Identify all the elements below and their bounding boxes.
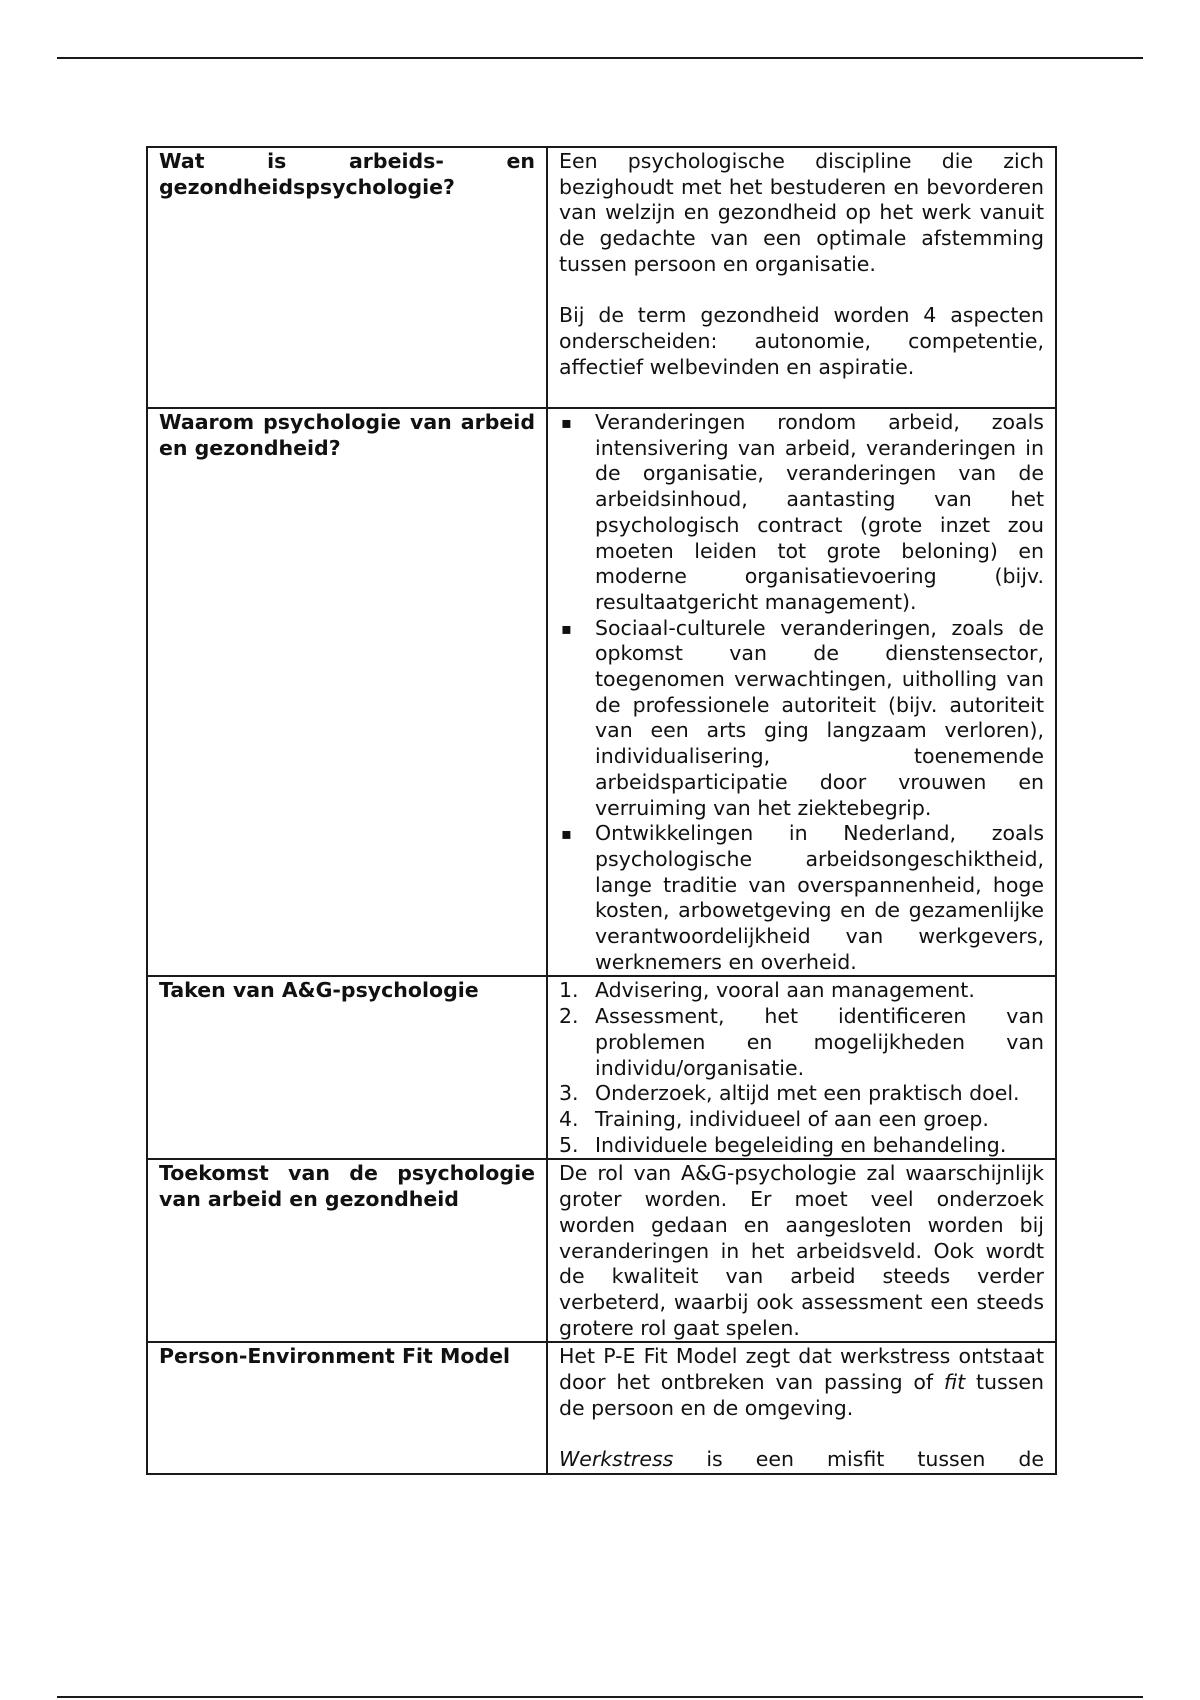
list-item-text: Individuele begeleiding en behandeling. [595,1132,1007,1157]
study-notes-table [146,146,1057,1475]
question-text: Toekomst van de psychologie van arbeid en gezondheid [159,1161,535,1212]
question-text: Person-Environment Fit Model [159,1344,511,1369]
answer-paragraph [559,1344,1044,1421]
list-item [559,821,1044,975]
answer-cell [547,147,1056,408]
emphasis-text: Werkstress [559,1447,674,1472]
table-row [147,976,1056,1159]
list-item [559,410,1044,616]
list-number: 5. [559,1132,579,1157]
list-item [559,1107,1044,1133]
answer-cell [547,1342,1056,1474]
answer-cell [547,1159,1056,1342]
question-cell [147,408,547,976]
list-item-text: Training, individueel of aan een groep. [595,1106,989,1131]
answer-paragraph: Een psychologische discipline die zich bezighoudt met het bestuderen en bevorderen van welzijn en gezondheid op het werk vanuit de gedachte van een optimale afstemming tussen persoon en organisatie. [559,149,1044,276]
table-row [147,1159,1056,1342]
list-item [559,978,1044,1004]
header-rule [57,57,1143,59]
question-cell [147,1342,547,1474]
list-number: 4. [559,1106,579,1131]
question-text: Taken van A&G-psychologie [159,978,479,1003]
bullet-square-icon: ▪ [561,413,572,432]
list-number: 2. [559,1004,579,1029]
emphasis-text: fit [943,1370,966,1395]
question-cell [147,976,547,1159]
answer-paragraph: Bij de term gezondheid worden 4 aspecten onderscheiden: autonomie, competentie, affectief welbevinden en aspiratie. [559,303,1044,379]
bullet-square-icon: ▪ [561,618,572,638]
answer-cell [547,408,1056,976]
table-row [147,147,1056,408]
question-text: Waarom psychologie van arbeid en gezondheid? [159,410,535,460]
answer-cell [547,976,1056,1159]
list-number: 3. [559,1081,579,1106]
table-row [147,1342,1056,1474]
question-cell [147,147,547,408]
list-item [559,1081,1044,1107]
list-item-text: Sociaal-culturele veranderingen, zoals de opkomst van de dienstensector, toegenomen verwachtingen, uitholling van de professionele autoriteit (bijv. autoriteit van een arts ging langzaam verloren), individualisering, toenemende arbeidsparticipatie door vrouwen en verruiming van het ziektebegrip. [595,615,1044,820]
list-item-text: Advisering, vooral aan management. [595,978,975,1003]
list-item-text: Veranderingen rondom arbeid, zoals intensivering van arbeid, veranderingen in de organisatie, veranderingen van de arbeidsinhoud, aantasting van het psychologisch contract (grote inzet zou moeten leiden tot grote beloning) en moderne organisatievoering (bijv. resultaatgericht management). [595,410,1044,614]
list-item [559,1133,1044,1159]
bullet-list [559,410,1044,975]
list-item-text: Assessment, het identificeren van problemen en mogelijkheden van individu/organisatie. [595,1004,1044,1080]
list-item [559,1004,1044,1081]
answer-text: Het P-E Fit Model zegt dat werkstress ontstaat door het ontbreken van passing of [559,1344,1044,1395]
answer-text: tussen de persoon en de omgeving. [559,1370,1044,1420]
table-row [147,408,1056,976]
list-number: 1. [559,978,579,1003]
list-item-text: Onderzoek, altijd met een praktisch doel. [595,1081,1020,1106]
footer-rule [57,1696,1143,1698]
bullet-square-icon: ▪ [561,824,572,844]
answer-paragraph: De rol van A&G-psychologie zal waarschijnlijk groter worden. Er moet veel onderzoek worden gedaan en aangesloten worden bij veranderingen in het arbeidsveld. Ook wordt de kwaliteit van arbeid steeds verder verbeterd, waarbij ook assessment een steeds grotere rol gaat spelen. [559,1161,1044,1340]
list-item-text: Ontwikkelingen in Nederland, zoals psychologische arbeidsongeschiktheid, lange traditie van overspannenheid, hoge kosten, arbowetgeving en de gezamenlijke verantwoordelijkheid van werkgevers, werknemers en overheid. [595,821,1044,974]
question-text: Wat is arbeids- en gezondheidspsychologie? [159,149,535,199]
list-item [559,616,1044,822]
answer-text: is een misfit tussen de [673,1447,1044,1472]
answer-paragraph [559,1447,1044,1473]
question-cell [147,1159,547,1342]
numbered-list [559,978,1044,1158]
